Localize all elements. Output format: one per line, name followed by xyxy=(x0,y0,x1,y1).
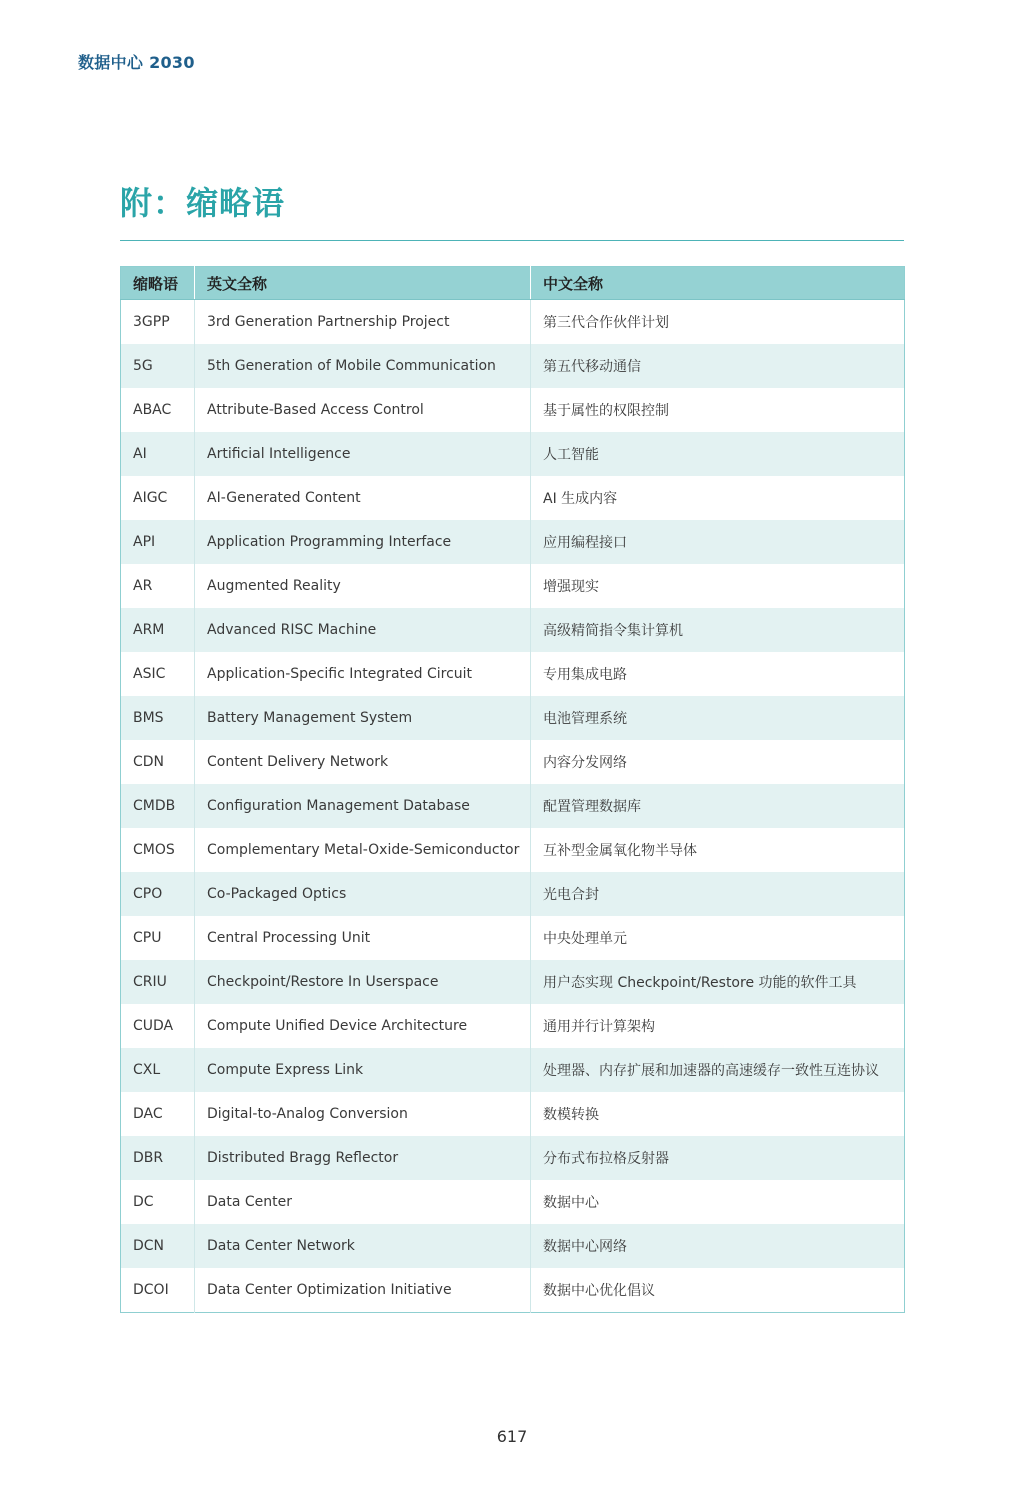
chinese-name-cell: 中央处理单元 xyxy=(531,916,905,960)
chinese-name-cell: 第三代合作伙伴计划 xyxy=(531,300,905,345)
column-header-english-name: 英文全称 xyxy=(195,267,531,300)
table-row xyxy=(121,916,905,960)
chinese-name-cell: 基于属性的权限控制 xyxy=(531,388,905,432)
chinese-name-cell: 内容分发网络 xyxy=(531,740,905,784)
table-row xyxy=(121,300,905,345)
column-header-abbreviation: 缩略语 xyxy=(121,267,195,300)
table-row xyxy=(121,344,905,388)
abbreviation-cell: API xyxy=(121,520,195,564)
chinese-name-cell: 数据中心优化倡议 xyxy=(531,1268,905,1313)
chinese-name-cell: 高级精简指令集计算机 xyxy=(531,608,905,652)
chinese-name-cell: 数据中心网络 xyxy=(531,1224,905,1268)
table-row xyxy=(121,696,905,740)
abbreviation-cell: ABAC xyxy=(121,388,195,432)
english-name-cell: Distributed Bragg Reflector xyxy=(195,1136,531,1180)
chinese-name-cell: 电池管理系统 xyxy=(531,696,905,740)
english-name-cell: Data Center Optimization Initiative xyxy=(195,1268,531,1313)
abbreviation-cell: CMDB xyxy=(121,784,195,828)
abbreviation-cell: CUDA xyxy=(121,1004,195,1048)
english-name-cell: 5th Generation of Mobile Communication xyxy=(195,344,531,388)
chinese-name-cell: 光电合封 xyxy=(531,872,905,916)
english-name-cell: Content Delivery Network xyxy=(195,740,531,784)
abbreviation-table xyxy=(120,266,905,1313)
chinese-name-cell: 增强现实 xyxy=(531,564,905,608)
english-name-cell: Battery Management System xyxy=(195,696,531,740)
abbreviation-table-container xyxy=(120,266,904,1313)
abbreviation-cell: 5G xyxy=(121,344,195,388)
abbreviation-cell: AI xyxy=(121,432,195,476)
table-header xyxy=(121,267,905,300)
english-name-cell: Complementary Metal-Oxide-Semiconductor xyxy=(195,828,531,872)
chinese-name-cell: 处理器、内存扩展和加速器的高速缓存一致性互连协议 xyxy=(531,1048,905,1092)
chinese-name-cell: 应用编程接口 xyxy=(531,520,905,564)
chinese-name-cell: 数据中心 xyxy=(531,1180,905,1224)
section-divider xyxy=(120,240,904,241)
table-row xyxy=(121,520,905,564)
section-title: 附：缩略语 xyxy=(120,184,286,222)
abbreviation-cell: CPO xyxy=(121,872,195,916)
table-row xyxy=(121,608,905,652)
chinese-name-cell: AI 生成内容 xyxy=(531,476,905,520)
english-name-cell: Checkpoint/Restore In Userspace xyxy=(195,960,531,1004)
abbreviation-cell: ASIC xyxy=(121,652,195,696)
english-name-cell: Augmented Reality xyxy=(195,564,531,608)
english-name-cell: Compute Express Link xyxy=(195,1048,531,1092)
table-row xyxy=(121,828,905,872)
abbreviation-cell: DCOI xyxy=(121,1268,195,1313)
abbreviation-cell: CDN xyxy=(121,740,195,784)
abbreviation-cell: AR xyxy=(121,564,195,608)
abbreviation-cell: CPU xyxy=(121,916,195,960)
page-number: 617 xyxy=(496,1427,528,1446)
document-header-title: 数据中心 2030 xyxy=(78,53,195,72)
table-body xyxy=(121,300,905,1313)
chinese-name-cell: 分布式布拉格反射器 xyxy=(531,1136,905,1180)
table-row xyxy=(121,388,905,432)
abbreviation-cell: ARM xyxy=(121,608,195,652)
chinese-name-cell: 专用集成电路 xyxy=(531,652,905,696)
english-name-cell: Artificial Intelligence xyxy=(195,432,531,476)
table-header-row xyxy=(121,267,905,300)
table-row xyxy=(121,872,905,916)
table-row xyxy=(121,1224,905,1268)
english-name-cell: Advanced RISC Machine xyxy=(195,608,531,652)
english-name-cell: Compute Unified Device Architecture xyxy=(195,1004,531,1048)
abbreviation-cell: DC xyxy=(121,1180,195,1224)
chinese-name-cell: 人工智能 xyxy=(531,432,905,476)
table-row xyxy=(121,432,905,476)
english-name-cell: AI-Generated Content xyxy=(195,476,531,520)
table-row xyxy=(121,1048,905,1092)
english-name-cell: 3rd Generation Partnership Project xyxy=(195,300,531,345)
column-header-chinese-name: 中文全称 xyxy=(531,267,905,300)
abbreviation-cell: CXL xyxy=(121,1048,195,1092)
table-row xyxy=(121,1092,905,1136)
table-row xyxy=(121,1004,905,1048)
english-name-cell: Digital-to-Analog Conversion xyxy=(195,1092,531,1136)
abbreviation-cell: DAC xyxy=(121,1092,195,1136)
english-name-cell: Application-Specific Integrated Circuit xyxy=(195,652,531,696)
table-row xyxy=(121,1136,905,1180)
english-name-cell: Configuration Management Database xyxy=(195,784,531,828)
chinese-name-cell: 第五代移动通信 xyxy=(531,344,905,388)
table-row xyxy=(121,564,905,608)
table-row xyxy=(121,652,905,696)
abbreviation-cell: BMS xyxy=(121,696,195,740)
chinese-name-cell: 通用并行计算架构 xyxy=(531,1004,905,1048)
abbreviation-cell: CRIU xyxy=(121,960,195,1004)
table-row xyxy=(121,1268,905,1313)
english-name-cell: Attribute-Based Access Control xyxy=(195,388,531,432)
abbreviation-cell: CMOS xyxy=(121,828,195,872)
chinese-name-cell: 数模转换 xyxy=(531,1092,905,1136)
english-name-cell: Data Center Network xyxy=(195,1224,531,1268)
english-name-cell: Application Programming Interface xyxy=(195,520,531,564)
chinese-name-cell: 用户态实现 Checkpoint/Restore 功能的软件工具 xyxy=(531,960,905,1004)
abbreviation-cell: 3GPP xyxy=(121,300,195,345)
english-name-cell: Central Processing Unit xyxy=(195,916,531,960)
table-row xyxy=(121,784,905,828)
table-row xyxy=(121,1180,905,1224)
english-name-cell: Co-Packaged Optics xyxy=(195,872,531,916)
english-name-cell: Data Center xyxy=(195,1180,531,1224)
chinese-name-cell: 互补型金属氧化物半导体 xyxy=(531,828,905,872)
table-row xyxy=(121,476,905,520)
abbreviation-cell: DCN xyxy=(121,1224,195,1268)
table-row xyxy=(121,960,905,1004)
table-row xyxy=(121,740,905,784)
abbreviation-cell: AIGC xyxy=(121,476,195,520)
abbreviation-cell: DBR xyxy=(121,1136,195,1180)
chinese-name-cell: 配置管理数据库 xyxy=(531,784,905,828)
